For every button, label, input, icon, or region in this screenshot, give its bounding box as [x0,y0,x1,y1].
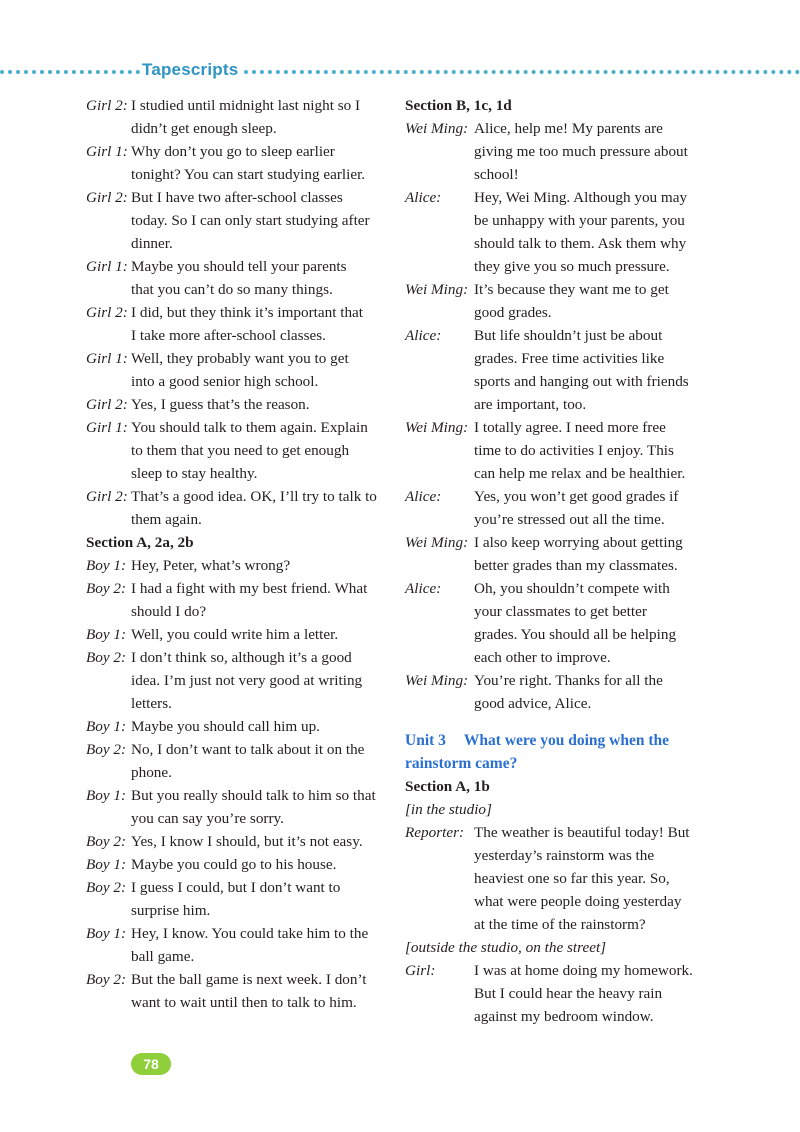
dialogue-text: Hey, I know. You could take him to the [131,925,369,942]
stage-direction: [outside the studio, on the street] [405,939,607,956]
unit-number: Unit 3 [405,732,446,749]
dialogue-text: dinner. [131,235,173,252]
dialogue-text: against my bedroom window. [474,1008,654,1025]
dialogue-text: You’re right. Thanks for all the [474,672,663,689]
page-number-badge: 78 [131,1053,171,1075]
dialogue-text: Yes, I know I should, but it’s not easy. [131,833,363,850]
speaker-label: Wei Ming: [405,672,469,689]
unit-heading-line [405,729,705,752]
dialogue-text: Well, you could write him a letter. [131,626,339,643]
dialogue-text: yesterday’s rainstorm was the [474,847,655,864]
dialogue-line [405,554,705,577]
dialogue-text: heaviest one so far this year. So, [474,870,670,887]
dialogue-line [86,462,386,485]
dialogue-line [86,715,386,738]
left-column [86,94,386,1014]
dialogue-line [405,140,705,163]
section-heading: Section A, 2a, 2b [86,534,194,551]
dialogue-line [86,232,386,255]
dialogue-text: I guess I could, but I don’t want to [131,879,341,896]
dialogue-text: Oh, you shouldn’t compete with [474,580,670,597]
speaker-label: Girl 1: [86,143,128,160]
dialogue-line [86,922,386,945]
dialogue-line [405,890,705,913]
dialogue-text: you’re stressed out all the time. [474,511,665,528]
dialogue-line [405,232,705,255]
dialogue-text: didn’t get enough sleep. [131,120,277,137]
dialogue-text: grades. You should all be helping [474,626,677,643]
dialogue-line [405,163,705,186]
dialogue-text: you can say you’re sorry. [131,810,284,827]
dialogue-line [405,324,705,347]
dialogue-line [86,600,386,623]
dialogue-text: Yes, you won’t get good grades if [474,488,679,505]
unit-heading [405,729,705,775]
dialogue-text: But the ball game is next week. I don’t [131,971,367,988]
speaker-label: Girl 2: [86,189,128,206]
dialogue-line [405,186,705,209]
dialogue-line [405,1005,705,1028]
dialogue-line [86,485,386,508]
dialogue-line [405,370,705,393]
header-title: Tapescripts [142,60,239,79]
dialogue-line [86,554,386,577]
dialogue-line [86,301,386,324]
dialogue-line [405,485,705,508]
dialogue-line [86,876,386,899]
dialogue-line [405,416,705,439]
speaker-label: Girl 1: [86,419,128,436]
dialogue-line [405,347,705,370]
speaker-label: Girl 2: [86,304,128,321]
dialogue-text: Hey, Peter, what’s wrong? [131,557,291,574]
page-header [0,60,800,84]
dialogue-line [86,140,386,163]
dialogue-text: But life shouldn’t just be about [474,327,663,344]
speaker-label: Boy 2: [86,971,127,988]
speaker-label: Alice: [405,488,442,505]
dialogue-line [86,623,386,646]
dialogue-text: Maybe you should call him up. [131,718,320,735]
header-dotted-rule-right [244,70,800,74]
dialogue-line [405,301,705,324]
speaker-label: Boy 2: [86,580,127,597]
dialogue-text: sleep to stay healthy. [131,465,258,482]
dialogue-text: That’s a good idea. OK, I’ll try to talk to [131,488,377,505]
speaker-label: Boy 1: [86,718,127,735]
speaker-label: Girl 2: [86,396,128,413]
dialogue-text: can help me relax and be healthier. [474,465,686,482]
dialogue-line [405,982,705,1005]
dialogue-text: what were people doing yesterday [474,893,682,910]
speaker-label: Boy 1: [86,856,127,873]
dialogue-line [405,623,705,646]
dialogue-line [86,117,386,140]
dialogue-text: It’s because they want me to get [474,281,669,298]
dialogue-text: want to wait until then to talk to him. [131,994,357,1011]
speaker-label: Alice: [405,189,442,206]
speaker-label: Wei Ming: [405,534,469,551]
dialogue-line [86,738,386,761]
speaker-label: Girl 2: [86,488,128,505]
dialogue-line [405,821,705,844]
dialogue-text: time to do activities I enjoy. This [474,442,674,459]
dialogue-text: be unhappy with your parents, you [474,212,685,229]
dialogue-line [86,255,386,278]
dialogue-text: But I could hear the heavy rain [474,985,663,1002]
dialogue-text: sports and hanging out with friends [474,373,689,390]
speaker-label: Boy 1: [86,557,127,574]
dialogue-line [86,416,386,439]
dialogue-text: Yes, I guess that’s the reason. [131,396,310,413]
dialogue-text: school! [474,166,519,183]
dialogue-line [405,600,705,623]
dialogue-text: Well, they probably want you to get [131,350,349,367]
dialogue-text: should talk to them. Ask them why [474,235,687,252]
dialogue-line [86,991,386,1014]
dialogue-text: But I have two after-school classes [131,189,343,206]
dialogue-text: should I do? [131,603,207,620]
speaker-label: Boy 2: [86,833,127,850]
dialogue-line [86,508,386,531]
dialogue-line [405,439,705,462]
dialogue-text: good advice, Alice. [474,695,592,712]
dialogue-line [405,867,705,890]
speaker-label: Wei Ming: [405,120,469,137]
dialogue-line [405,577,705,600]
dialogue-text: your classmates to get better [474,603,647,620]
dialogue-text: Maybe you should tell your parents [131,258,347,275]
dialogue-line [86,899,386,922]
speaker-label: Boy 2: [86,741,127,758]
dialogue-text: good grades. [474,304,552,321]
dialogue-text: I was at home doing my homework. [474,962,693,979]
speaker-label: Wei Ming: [405,281,469,298]
speaker-label: Girl 1: [86,258,128,275]
speaker-label: Wei Ming: [405,419,469,436]
dialogue-line [86,577,386,600]
dialogue-text: tonight? You can start studying earlier. [131,166,366,183]
dialogue-text: I did, but they think it’s important that [131,304,364,321]
speaker-label: Girl: [405,962,436,979]
dialogue-line [86,692,386,715]
dialogue-text: to them that you need to get enough [131,442,350,459]
dialogue-line [405,959,705,982]
dialogue-line [86,853,386,876]
dialogue-text: into a good senior high school. [131,373,319,390]
dialogue-line [86,669,386,692]
dialogue-text: But you really should talk to him so that [131,787,376,804]
dialogue-text: each other to improve. [474,649,611,666]
dialogue-line [405,117,705,140]
dialogue-line [86,945,386,968]
dialogue-text: The weather is beautiful today! But [474,824,690,841]
header-dotted-rule-left [0,70,140,74]
section-heading: Section B, 1c, 1d [405,97,512,114]
speaker-label: Girl 1: [86,350,128,367]
dialogue-text: surprise him. [131,902,211,919]
dialogue-text: phone. [131,764,172,781]
dialogue-line [86,784,386,807]
dialogue-line [86,830,386,853]
dialogue-line [86,370,386,393]
dialogue-line [86,209,386,232]
dialogue-text: idea. I’m just not very good at writing [131,672,363,689]
speaker-label: Boy 1: [86,925,127,942]
dialogue-line [86,163,386,186]
dialogue-text: giving me too much pressure about [474,143,688,160]
section-heading: Section A, 1b [405,778,490,795]
dialogue-line [86,646,386,669]
dialogue-text: I also keep worrying about getting [474,534,683,551]
dialogue-text: No, I don’t want to talk about it on the [131,741,365,758]
dialogue-line [405,462,705,485]
dialogue-text: that you can’t do so many things. [131,281,333,298]
speaker-label: Reporter: [405,824,465,841]
dialogue-text: grades. Free time activities like [474,350,665,367]
dialogue-text: I studied until midnight last night so I [131,97,361,114]
dialogue-line [86,761,386,784]
dialogue-line [86,324,386,347]
dialogue-line [86,278,386,301]
dialogue-text: Maybe you could go to his house. [131,856,337,873]
dialogue-line [405,646,705,669]
dialogue-line [405,278,705,301]
unit-title: What were you doing when the [463,732,670,749]
speaker-label: Alice: [405,580,442,597]
dialogue-text: I don’t think so, although it’s a good [131,649,352,666]
unit-heading-line [405,752,705,775]
speaker-label: Boy 2: [86,649,127,666]
dialogue-line [405,209,705,232]
dialogue-line [405,393,705,416]
dialogue-text: them again. [131,511,202,528]
dialogue-text: ball game. [131,948,195,965]
dialogue-text: Hey, Wei Ming. Although you may [474,189,688,206]
dialogue-line [405,913,705,936]
dialogue-line [86,94,386,117]
dialogue-text: Alice, help me! My parents are [474,120,663,137]
right-column [405,94,705,1028]
dialogue-text: I take more after-school classes. [131,327,326,344]
dialogue-text: letters. [131,695,172,712]
unit-title: rainstorm came? [405,755,518,772]
dialogue-line [86,968,386,991]
dialogue-text: I totally agree. I need more free [474,419,666,436]
speaker-label: Alice: [405,327,442,344]
stage-direction: [in the studio] [405,801,492,818]
speaker-label: Boy 1: [86,787,127,804]
dialogue-text: Why don’t you go to sleep earlier [131,143,335,160]
dialogue-line [86,439,386,462]
dialogue-line [405,669,705,692]
dialogue-text: at the time of the rainstorm? [474,916,646,933]
dialogue-text: I had a fight with my best friend. What [131,580,368,597]
dialogue-line [86,347,386,370]
dialogue-line [86,393,386,416]
dialogue-line [405,255,705,278]
dialogue-line [405,692,705,715]
dialogue-text: they give you so much pressure. [474,258,670,275]
dialogue-text: You should talk to them again. Explain [131,419,368,436]
speaker-label: Boy 2: [86,879,127,896]
dialogue-text: today. So I can only start studying after [131,212,370,229]
dialogue-text: are important, too. [474,396,587,413]
dialogue-line [405,531,705,554]
dialogue-line [405,844,705,867]
dialogue-line [86,807,386,830]
dialogue-text: better grades than my classmates. [474,557,678,574]
speaker-label: Girl 2: [86,97,128,114]
speaker-label: Boy 1: [86,626,127,643]
dialogue-line [86,186,386,209]
dialogue-line [405,508,705,531]
